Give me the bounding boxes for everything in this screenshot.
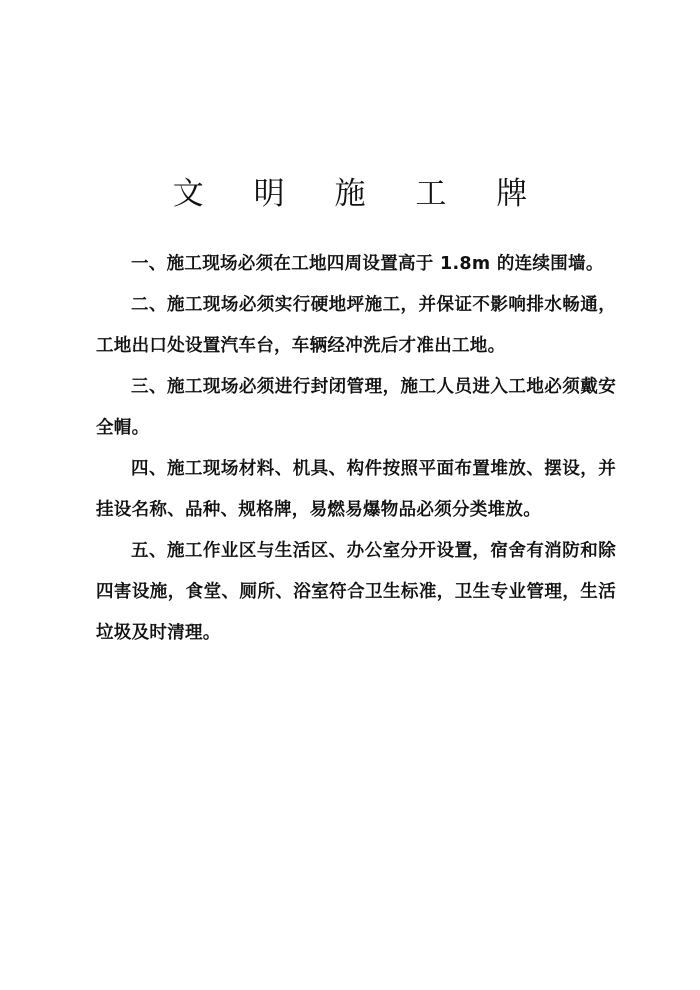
rule-paragraph-2: 二、施工现场必须实行硬地坪施工，并保证不影响排水畅通，工地出口处设置汽车台，车辆经冲洗后才准出工地。	[96, 295, 616, 356]
document-body	[96, 244, 616, 654]
rule-paragraph-5: 五、施工作业区与生活区、办公室分开设置，宿舍有消防和除四害设施，食堂、厕所、浴室符合卫生标准，卫生专业管理，生活垃圾及时清理。	[96, 541, 616, 643]
rule-paragraph-3: 三、施工现场必须进行封闭管理，施工人员进入工地必须戴安全帽。	[96, 377, 616, 438]
document-title: 文 明 施 工 牌	[172, 175, 548, 212]
rule-paragraph-1: 一、施工现场必须在工地四周设置高于 1.8m 的连续围墙。	[131, 254, 604, 274]
rule-paragraph-4: 四、施工现场材料、机具、构件按照平面布置堆放、摆设，并挂设名称、品种、规格牌，易燃易爆物品必须分类堆放。	[96, 459, 616, 520]
